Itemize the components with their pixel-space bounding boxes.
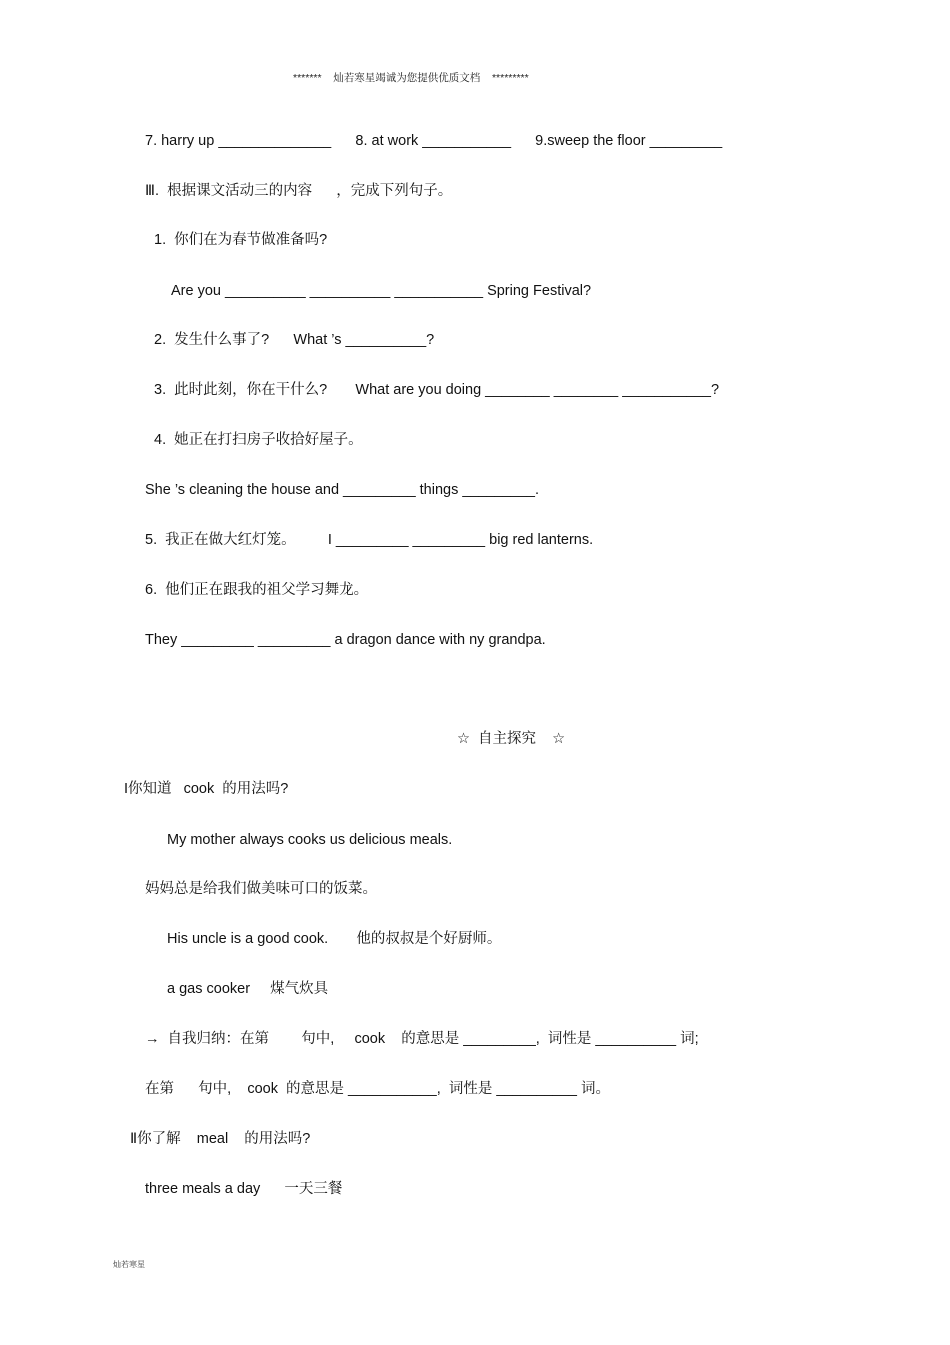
cook-example-1-english: My mother always cooks us delicious meals. <box>167 832 453 848</box>
page-header: ******* 灿若寒星竭诚为您提供优质文档 ********* <box>293 72 529 84</box>
question-3: 3. 此时此刻，你在干什么? What are you doing ________ ________ ___________? <box>154 382 720 398</box>
section-i-cook-heading: I你知道 cook 的用法吗? <box>124 781 289 797</box>
question-2: 2. 发生什么事了? What ’s __________? <box>154 332 435 348</box>
cook-example-1-chinese: 妈妈总是给我们做美味可口的饭菜。 <box>145 881 377 897</box>
question-4-chinese: 4. 她正在打扫房子收拾好屋子。 <box>154 432 363 448</box>
self-summary-line-2: 在第 句中, cook 的意思是 ___________, 词性是 __________ 词。 <box>145 1081 611 1097</box>
question-4-english: She ’s cleaning the house and _________ things _________. <box>145 482 539 498</box>
question-1-english: Are you __________ __________ ___________ Spring Festival? <box>171 283 592 299</box>
section-ii-meal-heading: Ⅱ你了解 meal 的用法吗? <box>130 1131 311 1147</box>
section-iii-heading: Ⅲ. 根据课文活动三的内容 ，完成下列句子。 <box>145 183 453 199</box>
exercise-line-7-9: 7. harry up ______________ 8. at work ___________ 9.sweep the floor _________ <box>145 133 723 149</box>
cook-example-2: His uncle is a good cook. 他的叔叔是个好厨师。 <box>167 931 502 947</box>
self-summary-line-1: → 自我归纳：在第 句中, cook 的意思是 _________, 词性是 __________ 词; <box>145 1031 699 1047</box>
page-footer: 灿若寒星 <box>113 1260 145 1269</box>
meal-example-1: three meals a day 一天三餐 <box>145 1181 343 1197</box>
cook-example-3: a gas cooker 煤气炊具 <box>167 981 329 997</box>
question-6-english: They _________ _________ a dragon dance with ny grandpa. <box>145 632 546 648</box>
question-5: 5. 我正在做大红灯笼。 I _________ _________ big red lanterns. <box>145 532 594 548</box>
question-6-chinese: 6. 他们正在跟我的祖父学习舞龙。 <box>145 582 369 598</box>
self-study-title: ☆ 自主探究 ☆ <box>457 731 566 747</box>
question-1-chinese: 1. 你们在为春节做准备吗? <box>154 232 328 248</box>
